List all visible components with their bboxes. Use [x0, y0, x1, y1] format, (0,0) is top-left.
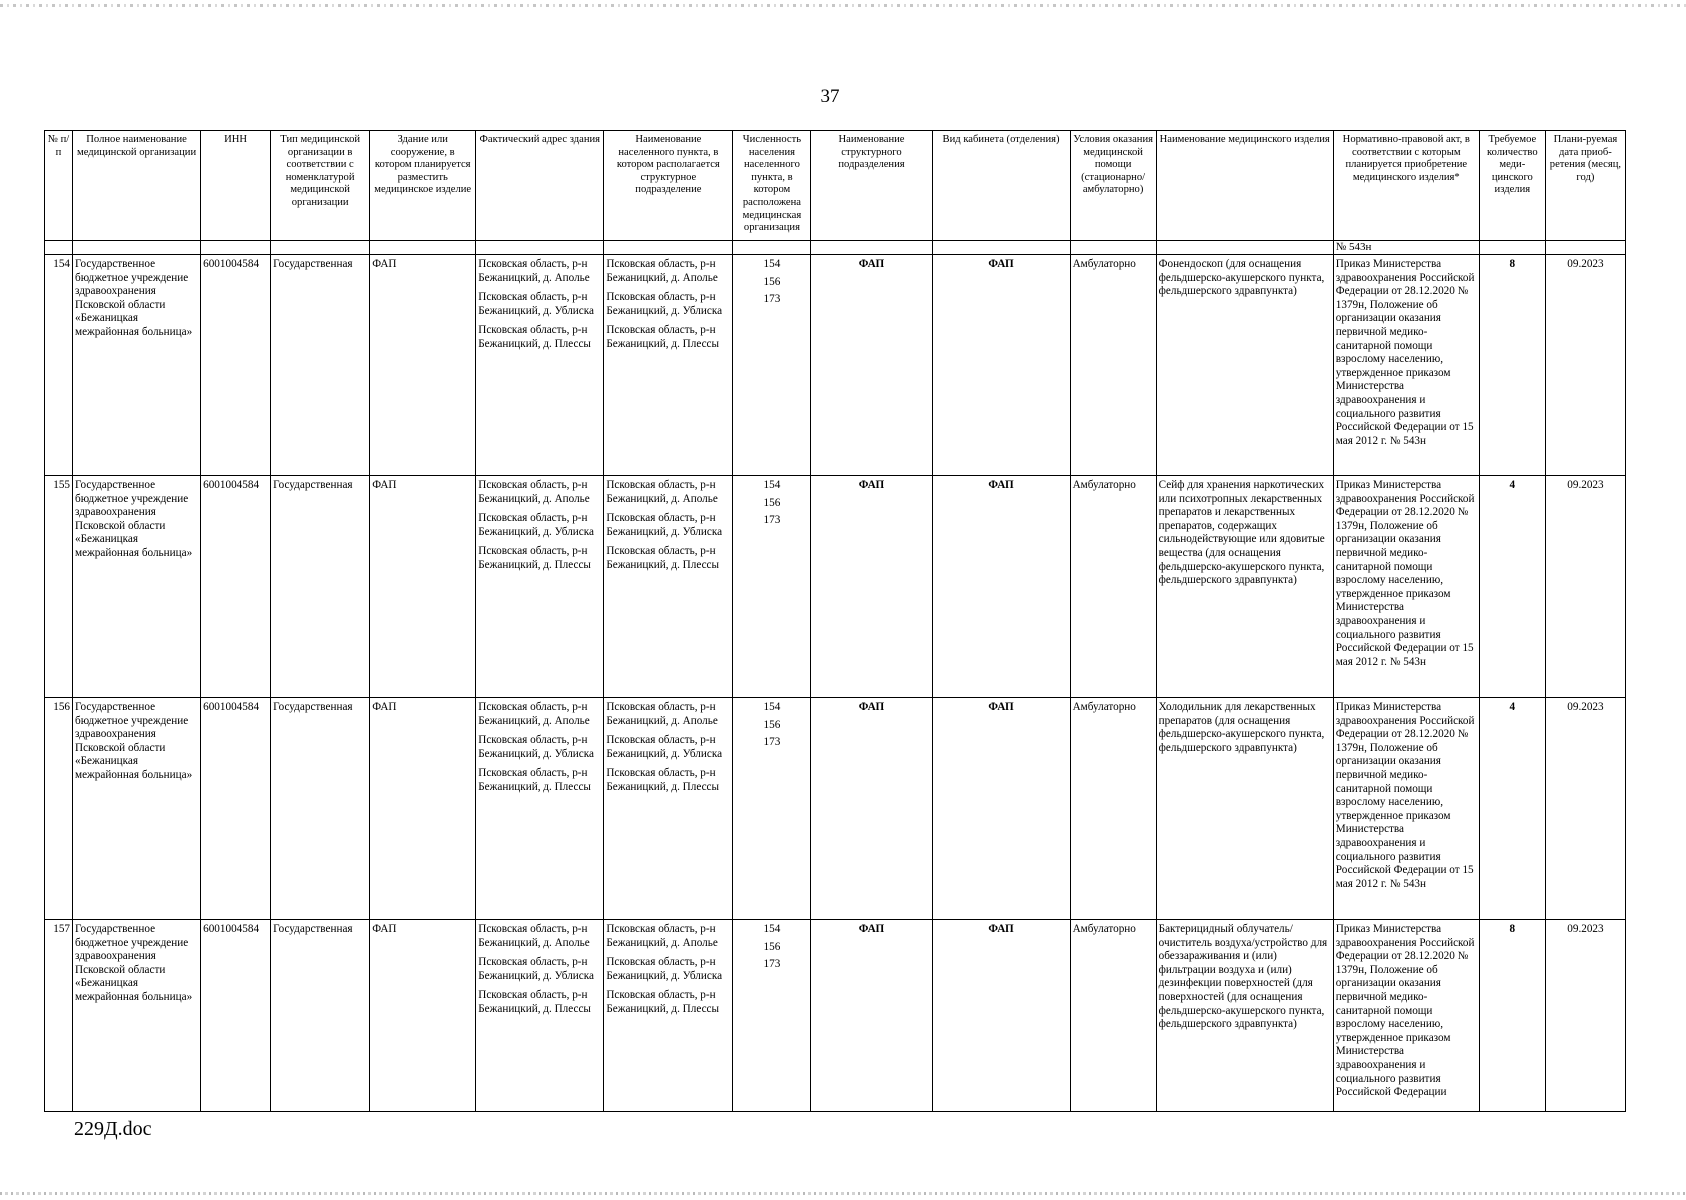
settlement-cell	[604, 476, 733, 698]
population-cell	[733, 476, 811, 698]
continuation-cell: № 543н	[1333, 241, 1479, 255]
header-cell: Тип медицинской организации в соответствии с номенклатурой медицинской организации	[271, 131, 370, 241]
address-line: Псковская область, р-н Бежаницкий, д. Плессы	[478, 989, 591, 1015]
cabinet-cell: ФАП	[932, 698, 1070, 920]
population-value: 154	[763, 701, 781, 713]
legal-act-cell: Приказ Министерства здравоохранения Российской Федерации от 28.12.2020 № 1379н, Положение об организации оказания первичной медико-санитарной помощи взрослому населению, утвержденное приказом Министерства здравоохранения и социального развития Российской Федерации от 15 мая 2012 г. № 543н	[1333, 698, 1479, 920]
address-cell	[476, 255, 604, 476]
header-cell: Наименование структурного подразделения	[811, 131, 932, 241]
header-cell: № п/п	[45, 131, 73, 241]
address-line: Псковская область, р-н Бежаницкий, д. Плессы	[478, 545, 591, 571]
population-value: 173	[763, 293, 781, 306]
cabinet-cell: ФАП	[932, 476, 1070, 698]
legal-act-cell: Приказ Министерства здравоохранения Российской Федерации от 28.12.2020 № 1379н, Положение об организации оказания первичной медико-санитарной помощи взрослому населению, утвержденное приказом Министерства здравоохранения и социального развития Российской Федерации от 15 мая 2012 г. № 543н	[1333, 255, 1479, 476]
organization-name: Государственное бюджетное учреждение здравоохранения Псковской области «Бежаницкая межрайонная больница»	[73, 255, 201, 476]
inn-cell: 6001004584	[201, 920, 271, 1112]
address-line: Псковская область, р-н Бежаницкий, д. Ублиска	[478, 734, 594, 760]
settlement-line: Псковская область, р-н Бежаницкий, д. Ублиска	[606, 291, 723, 317]
org-type-cell: Государственная	[271, 255, 370, 476]
table-row	[45, 698, 1626, 920]
conditions-cell: Амбулаторно	[1070, 698, 1156, 920]
settlement-line: Псковская область, р-н Бежаницкий, д. Аполье	[606, 701, 718, 727]
header-cell: Вид кабинета (отделения)	[932, 131, 1070, 241]
address-line: Псковская область, р-н Бежаницкий, д. Ублиска	[478, 512, 594, 538]
conditions-cell: Амбулаторно	[1070, 476, 1156, 698]
population-value: 156	[763, 940, 781, 953]
population-value: 173	[763, 514, 781, 527]
building-cell: ФАП	[370, 255, 476, 476]
header-cell: Нормативно-правовой акт, в соответствии с которым планируется приобретение медицинского изделия*	[1333, 131, 1479, 241]
header-cell: Фактический адрес здания	[476, 131, 604, 241]
header-cell: Плани-руемая дата приоб-ретения (месяц, год)	[1545, 131, 1625, 241]
org-type-cell: Государственная	[271, 476, 370, 698]
settlement-cell	[604, 698, 733, 920]
inn-cell: 6001004584	[201, 255, 271, 476]
address-line: Псковская область, р-н Бежаницкий, д. Аполье	[478, 479, 590, 505]
date-cell: 09.2023	[1545, 920, 1625, 1112]
building-cell: ФАП	[370, 698, 476, 920]
quantity-cell: 4	[1479, 698, 1545, 920]
medical-equipment-table	[44, 130, 1626, 1112]
header-cell: Численность населения населенного пункта, в котором расположена медицинская организация	[733, 131, 811, 241]
table-row	[45, 476, 1626, 698]
organization-name: Государственное бюджетное учреждение здравоохранения Псковской области «Бежаницкая межрайонная больница»	[73, 698, 201, 920]
org-type-cell: Государственная	[271, 920, 370, 1112]
population-cell	[733, 255, 811, 476]
settlement-line: Псковская область, р-н Бежаницкий, д. Аполье	[606, 479, 718, 505]
population-cell	[733, 920, 811, 1112]
header-cell: Требуемое количество меди-цинского изделия	[1479, 131, 1545, 241]
cabinet-cell: ФАП	[932, 255, 1070, 476]
page-number: 37	[820, 86, 840, 107]
device-cell: Холодильник для лекарственных препаратов (для оснащения фельдшерско-акушерского пункта, фельдшерского здравпункта)	[1156, 698, 1333, 920]
building-cell: ФАП	[370, 476, 476, 698]
row-number: 155	[45, 476, 73, 698]
row-number: 154	[45, 255, 73, 476]
address-line: Псковская область, р-н Бежаницкий, д. Ублиска	[478, 291, 594, 317]
header-cell: Полное наименование медицинской организации	[73, 131, 201, 241]
date-cell: 09.2023	[1545, 698, 1625, 920]
settlement-cell	[604, 920, 733, 1112]
table-row	[45, 920, 1626, 1112]
conditions-cell: Амбулаторно	[1070, 920, 1156, 1112]
legal-act-cell: Приказ Министерства здравоохранения Российской Федерации от 28.12.2020 № 1379н, Положение об организации оказания первичной медико-санитарной помощи взрослому населению, утвержденное приказом Министерства здравоохранения и социального развития Российской Федерации от 15 мая 2012 г. № 543н	[1333, 476, 1479, 698]
settlement-line: Псковская область, р-н Бежаницкий, д. Аполье	[606, 923, 718, 949]
unit-cell: ФАП	[811, 476, 932, 698]
table-header-row	[45, 131, 1626, 241]
settlement-line: Псковская область, р-н Бежаницкий, д. Ублиска	[606, 956, 723, 982]
row-number: 157	[45, 920, 73, 1112]
date-cell: 09.2023	[1545, 255, 1625, 476]
header-cell: Здание или сооружение, в котором планируется разместить медицинское изделие	[370, 131, 476, 241]
document-filename: 229Д.doc	[74, 1118, 152, 1140]
org-type-cell: Государственная	[271, 698, 370, 920]
population-value: 173	[763, 958, 781, 971]
address-line: Псковская область, р-н Бежаницкий, д. Ублиска	[478, 956, 594, 982]
settlement-line: Псковская область, р-н Бежаницкий, д. Плессы	[606, 545, 720, 571]
conditions-cell: Амбулаторно	[1070, 255, 1156, 476]
building-cell: ФАП	[370, 920, 476, 1112]
settlement-line: Псковская область, р-н Бежаницкий, д. Плессы	[606, 989, 720, 1015]
population-value: 154	[763, 479, 781, 491]
row-number: 156	[45, 698, 73, 920]
scan-edge-top	[0, 4, 1686, 7]
address-line: Псковская область, р-н Бежаницкий, д. Плессы	[478, 324, 591, 350]
header-cell: Наименование медицинского изделия	[1156, 131, 1333, 241]
date-cell: 09.2023	[1545, 476, 1625, 698]
organization-name: Государственное бюджетное учреждение здравоохранения Псковской области «Бежаницкая межрайонная больница»	[73, 476, 201, 698]
quantity-cell: 8	[1479, 920, 1545, 1112]
cabinet-cell: ФАП	[932, 920, 1070, 1112]
settlement-cell	[604, 255, 733, 476]
device-cell: Бактерицидный облучатель/очиститель воздуха/устройство для обеззараживания и (или) фильтрации воздуха и (или) дезинфекции поверхностей (для поверхностей (для оснащения фельдшерско-акушерского пункта, фельдшерского здравпункта)	[1156, 920, 1333, 1112]
population-value: 156	[763, 275, 781, 288]
legal-act-cell: Приказ Министерства здравоохранения Российской Федерации от 28.12.2020 № 1379н, Положение об организации оказания первичной медико-санитарной помощи взрослому населению, утвержденное приказом Министерства здравоохранения и социального развития Российской Федерации	[1333, 920, 1479, 1112]
header-cell: Наименование населенного пункта, в котором располагается структурное подразделение	[604, 131, 733, 241]
address-line: Псковская область, р-н Бежаницкий, д. Плессы	[478, 767, 591, 793]
settlement-line: Псковская область, р-н Бежаницкий, д. Аполье	[606, 258, 718, 284]
settlement-line: Псковская область, р-н Бежаницкий, д. Ублиска	[606, 512, 723, 538]
scan-edge-bottom	[0, 1192, 1686, 1195]
device-cell: Фонендоскоп (для оснащения фельдшерско-акушерского пункта, фельдшерского здравпункта)	[1156, 255, 1333, 476]
quantity-cell: 4	[1479, 476, 1545, 698]
population-cell	[733, 698, 811, 920]
inn-cell: 6001004584	[201, 698, 271, 920]
header-cell: Условия оказания медицинской помощи (стационарно/амбулаторно)	[1070, 131, 1156, 241]
unit-cell: ФАП	[811, 698, 932, 920]
settlement-line: Псковская область, р-н Бежаницкий, д. Плессы	[606, 767, 720, 793]
address-line: Псковская область, р-н Бежаницкий, д. Аполье	[478, 923, 590, 949]
settlement-line: Псковская область, р-н Бежаницкий, д. Ублиска	[606, 734, 723, 760]
settlement-line: Псковская область, р-н Бежаницкий, д. Плессы	[606, 324, 720, 350]
address-cell	[476, 476, 604, 698]
quantity-cell: 8	[1479, 255, 1545, 476]
address-cell	[476, 698, 604, 920]
inn-cell: 6001004584	[201, 476, 271, 698]
unit-cell: ФАП	[811, 920, 932, 1112]
population-value: 156	[763, 718, 781, 731]
population-value: 154	[763, 258, 781, 270]
population-value: 173	[763, 736, 781, 749]
organization-name: Государственное бюджетное учреждение здравоохранения Псковской области «Бежаницкая межрайонная больница»	[73, 920, 201, 1112]
continuation-row	[45, 241, 1626, 255]
address-cell	[476, 920, 604, 1112]
device-cell: Сейф для хранения наркотических или психотропных лекарственных препаратов и лекарственных препаратов, содержащих сильнодействующие или ядовитые вещества (для оснащения фельдшерско-акушерского пункта, фельдшерского здравпункта)	[1156, 476, 1333, 698]
address-line: Псковская область, р-н Бежаницкий, д. Аполье	[478, 701, 590, 727]
header-cell: ИНН	[201, 131, 271, 241]
table-row	[45, 255, 1626, 476]
population-value: 154	[763, 923, 781, 935]
population-value: 156	[763, 496, 781, 509]
unit-cell: ФАП	[811, 255, 932, 476]
address-line: Псковская область, р-н Бежаницкий, д. Аполье	[478, 258, 590, 284]
